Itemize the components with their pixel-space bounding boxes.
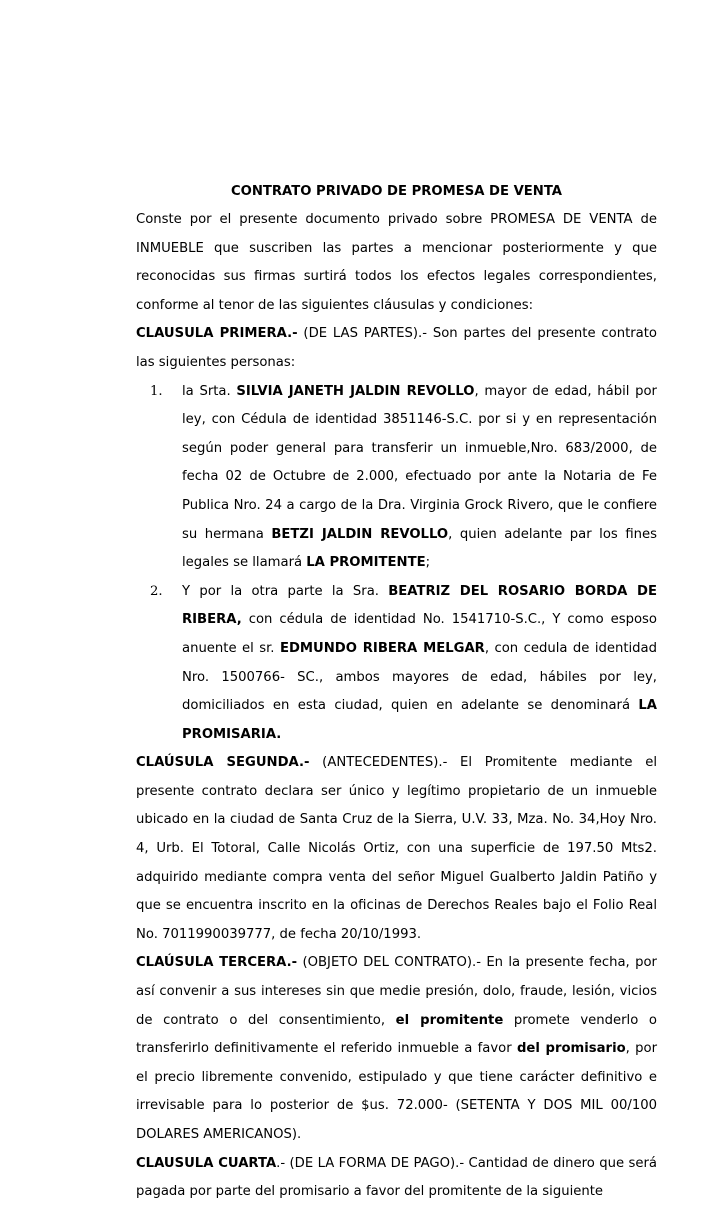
party-name: BEATRIZ DEL ROSARIO BORDA DE RIBERA, xyxy=(182,583,658,628)
clause-tercera xyxy=(136,949,657,1149)
party-role: LA PROMISARIA. xyxy=(182,698,657,742)
clause-primera-text: (DE LAS PARTES).- Son partes del presente contrato las siguientes personas: xyxy=(136,326,657,370)
party-item-2 xyxy=(136,578,657,750)
clause-tercera-text: , por el precio libremente convenido, estipulado y que tiene carácter definitivo e irrevisable para lo posterior de $us. 72.000- (SETENTA Y DOS MIL 00/100 DOLARES AMERICANOS). xyxy=(136,1041,657,1142)
intro-paragraph: Conste por el presente documento privado sobre PROMESA DE VENTA de INMUEBLE que suscriben las partes a mencionar posteriormente y que reconocidas sus firmas surtirá todos los efectos legales correspondientes, conforme al tenor de las siguientes cláusulas y condiciones: xyxy=(136,212,657,313)
clause-tercera-text: promete venderlo o transferirlo definitivamente el referido inmueble a favor xyxy=(136,1012,657,1057)
clause-cuarta-text: .- (DE LA FORMA DE PAGO).- Cantidad de dinero que será pagada por parte del promisario a favor del promitente de la siguiente xyxy=(136,1155,658,1200)
party-name: SILVIA JANETH JALDIN REVOLLO xyxy=(236,383,475,399)
clause-segunda-text: (ANTECEDENTES).- El Promitente mediante el presente contrato declara ser único y legítimo propietario de un inmueble ubicado en la ciudad de Santa Cruz de la Sierra, U.V. 33, Mza. No. 34,Hoy Nro. 4, Urb. El Totoral, Calle Nicolás Ortiz, con una superficie de 197.50 Mts2. adquirido mediante compra venta del señor Miguel Gualberto Jaldin Patiño y que se encuentra inscrito en la oficinas de Derechos Reales bajo el Folio Real No. 7011990039777, de fecha 20/10/1993. xyxy=(136,755,657,942)
party-text: , con cedula de identidad Nro. 1500766- SC., ambos mayores de edad, hábiles por ley, domiciliados en esta ciudad, quien en adelante se denominará xyxy=(182,640,657,714)
party-name: EDMUNDO RIBERA MELGAR xyxy=(279,640,485,656)
party-name: BETZI JALDIN REVOLLO xyxy=(271,526,449,542)
clause-tercera-text: (OBJETO DEL CONTRATO).- En la presente fecha, por así convenir a sus intereses sin que medie presión, dolo, fraude, lesión, vicios de contrato o del consentimiento, xyxy=(136,955,657,1028)
party-role: LA PROMITENTE xyxy=(306,555,426,571)
clause-primera-heading: CLAUSULA PRIMERA.- xyxy=(136,326,298,342)
document-page xyxy=(136,178,657,1207)
party-text: ; xyxy=(425,555,431,571)
party-item-1 xyxy=(136,378,657,578)
party-text: , quien adelante par los fines legales se llamará xyxy=(182,526,657,571)
clause-cuarta-heading: CLAUSULA CUARTA xyxy=(136,1155,277,1171)
clause-tercera-bold: el promitente xyxy=(395,1012,504,1028)
list-number: 1. xyxy=(150,383,163,399)
clause-tercera-bold: del promisario xyxy=(516,1041,626,1057)
clause-segunda xyxy=(136,749,657,949)
clause-primera xyxy=(136,320,657,377)
list-number: 2. xyxy=(150,583,163,599)
document-title: CONTRATO PRIVADO DE PROMESA DE VENTA xyxy=(230,184,563,199)
party-text: , mayor de edad, hábil por ley, con Cédula de identidad 3851146-S.C. por si y en representación según poder general para transferir un inmueble,Nro. 683/2000, de fecha 02 de Octubre de 2.000, efectuado por ante la Notaria de Fe Publica Nro. 24 a cargo de la Dra. Virginia Grock Rivero, que le confiere su hermana xyxy=(182,383,657,542)
party-text: la Srta. xyxy=(182,383,237,399)
party-text: Y por la otra parte la Sra. xyxy=(182,583,389,599)
clause-cuarta xyxy=(136,1150,657,1207)
clause-segunda-heading: CLAÚSULA SEGUNDA.- xyxy=(136,755,310,771)
clause-tercera-heading: CLAÚSULA TERCERA.- xyxy=(136,955,298,971)
party-text: con cédula de identidad No. 1541710-S.C., Y como esposo anuente el sr. xyxy=(182,612,657,656)
